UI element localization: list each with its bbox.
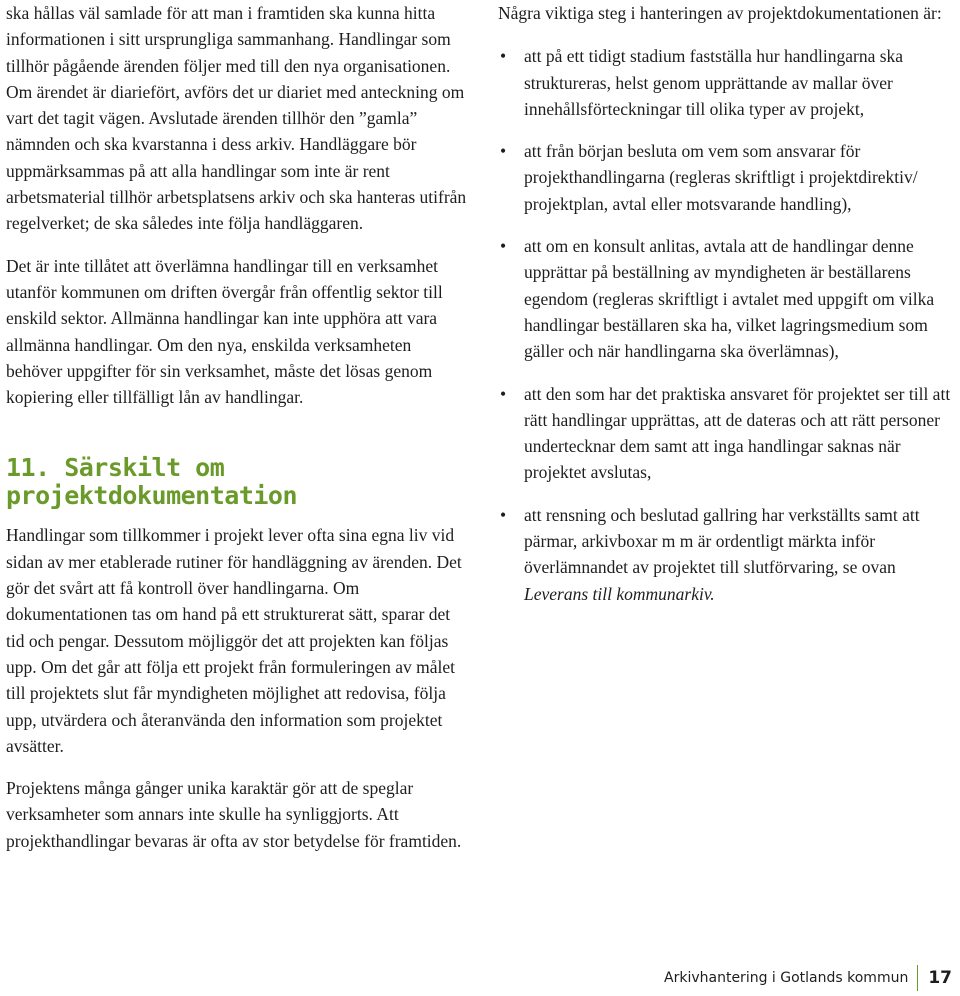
list-item-text: att på ett tidigt stadium fastställa hur handlingarna ska struktureras, helst genom upprättande av mallar över innehållsförteckningar till olika typer av projekt, bbox=[524, 46, 904, 119]
body-paragraph: Det är inte tillåtet att överlämna handlingar till en verksamhet utanför kommunen om driften övergår från offentlig sektor till enskild sektor. Allmänna handlingar kan inte upphöra att vara allmänna handlingar. Om den nya, enskilda verksamheten behöver uppgifter för sin verksamhet, måste det lösas genom kopiering eller tillfälligt lån av handlingar. bbox=[6, 255, 443, 408]
list-item bbox=[498, 381, 954, 486]
list-item bbox=[498, 43, 954, 122]
bullet-icon: • bbox=[500, 383, 507, 404]
list-item-text: att från början besluta om vem som ansvarar för projekthandlingarna (regleras skriftligt i projektdirektiv/ projektplan, avtal eller motsvarande handling), bbox=[524, 141, 918, 214]
list-item-text bbox=[524, 502, 954, 607]
right-column bbox=[498, 0, 954, 623]
list-item-text: att om en konsult anlitas, avtala att de handlingar denne upprättar på beställning av myndigheten är beställarens egendom (regleras skriftligt i avtalet med uppgift om vilka handlingar beställaren ska ha, vilket lagringsmedium som gäller och när handlingarna ska överlämnas), bbox=[524, 236, 935, 362]
list-intro: Några viktiga steg i hanteringen av projektdokumentationen är: bbox=[498, 3, 942, 23]
bullet-icon: • bbox=[500, 236, 507, 257]
body-paragraph: Projektens många gånger unika karaktär gör att de speglar verksamheter som annars inte skulle ha synliggjorts. Att projekthandlingar bevaras är ofta av stor betydelse för framtiden. bbox=[6, 778, 462, 851]
steps-list bbox=[498, 43, 954, 607]
left-column bbox=[6, 0, 468, 854]
publication-title: Arkivhantering i Gotlands kommun bbox=[664, 970, 909, 986]
footer-divider bbox=[917, 965, 918, 991]
section-heading: 11. Särskilt om projektdokumentation bbox=[6, 453, 298, 511]
body-paragraph: ska hållas väl samlade för att man i framtiden ska kunna hitta informationen i sitt ursprungliga sammanhang. Handlingar som tillhör pågående ärenden följer med till den nya organisationen. Om ärendet är diariefört, avförs det ur diariet med anteckning om vart det tagit vägen. Avslutade ärenden tillhör den ”gamla” nämnden och ska kvarstanna i dess arkiv. Handläggare bör uppmärksammas på att alla handlingar som inte är rent arbetsmaterial tillhör arbetsplatsens arkiv och ska hanteras utifrån regelverket; de ska således inte följa handläggaren. bbox=[6, 3, 467, 234]
cross-reference: Leverans till kommunarkiv. bbox=[524, 583, 715, 604]
list-item bbox=[498, 502, 954, 607]
bullet-icon: • bbox=[500, 504, 507, 525]
page-number: 17 bbox=[928, 968, 952, 988]
list-item-text-main: att rensning och beslutad gallring har verkställts samt att pärmar, arkivboxar m m är ordentligt märkta inför överlämnandet av projektet till slutförvaring, se ovan bbox=[524, 504, 920, 578]
bullet-icon: • bbox=[500, 141, 507, 162]
list-item-text: att den som har det praktiska ansvaret för projektet ser till att rätt handlingar upprättas, att de dateras och att rätt personer undertecknar dem samt att inga handlingar saknas när projektet avslutas, bbox=[524, 383, 951, 483]
list-item bbox=[498, 138, 954, 217]
list-item bbox=[498, 233, 954, 364]
bullet-icon: • bbox=[500, 46, 507, 67]
page-footer bbox=[664, 963, 952, 993]
body-paragraph: Handlingar som tillkommer i projekt lever ofta sina egna liv vid sidan av mer etablerade rutiner för handläggning av ärenden. Det gör det svårt att få kontroll över handlingarna. Om dokumentationen tas om hand på ett strukturerat sätt, sparar det tid och pengar. Dessutom möjliggör det att projekten kan följas upp. Om det går att följa ett projekt från formuleringen av målet till projektets slut får myndigheten möjlighet att redovisa, följa upp, utvärdera och återanvända den information som projektet avsätter. bbox=[6, 525, 462, 756]
